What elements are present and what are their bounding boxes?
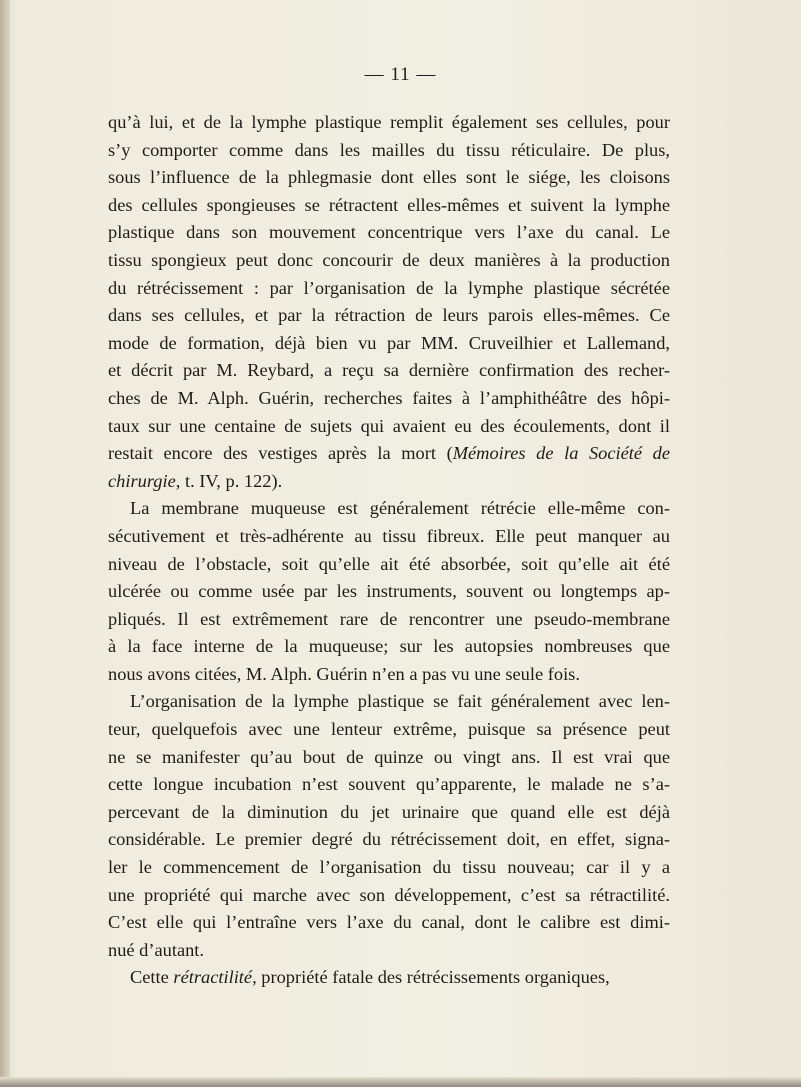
text-line xyxy=(108,302,670,330)
text-run: du rétrécissement : par l’organisation de la lymphe plastique sécrétée xyxy=(108,277,670,298)
text-run: considérable. Le premier degré du rétrécissement doit, en effet, signa- xyxy=(108,829,670,850)
text-line xyxy=(108,688,670,716)
text-run: cette longue incubation n’est souvent qu’apparente, le malade ne s’a- xyxy=(108,774,670,795)
italic-text: Mémoires de la Société de xyxy=(452,443,671,464)
page-number: — 11 — xyxy=(364,64,437,85)
text-run: sous l’influence de la phlegmasie dont elles sont le siége, les cloisons xyxy=(108,167,670,188)
text-run: plastique dans son mouvement concentrique vers l’axe du canal. Le xyxy=(108,222,670,243)
text-run: Cette xyxy=(130,967,174,988)
text-line xyxy=(108,551,670,579)
text-line xyxy=(108,137,670,165)
text-line xyxy=(108,799,670,827)
text-run: et décrit par M. Reybard, a reçu sa dernière confirmation des recher- xyxy=(108,360,670,381)
text-line xyxy=(108,192,670,220)
text-line xyxy=(108,275,670,303)
text-line xyxy=(108,578,670,606)
text-line xyxy=(108,330,670,358)
text-run: nous avons citées, M. Alph. Guérin n’en a pas vu une seule fois. xyxy=(108,663,580,684)
italic-text: chirurgie xyxy=(108,470,176,491)
text-run: ler le commencement de l’organisation du tissu nouveau; car il y a xyxy=(108,857,670,878)
paragraph xyxy=(108,495,670,688)
text-line xyxy=(108,854,670,882)
text-line xyxy=(108,744,670,772)
text-line xyxy=(108,385,670,413)
text-line xyxy=(108,771,670,799)
text-run: C’est elle qui l’entraîne vers l’axe du canal, dont le calibre est dimi- xyxy=(108,912,670,933)
text-line xyxy=(108,495,670,523)
text-run: s’y comporter comme dans les mailles du tissu réticulaire. De plus, xyxy=(108,139,670,160)
text-run: ne se manifester qu’au bout de quinze ou vingt ans. Il est vrai que xyxy=(108,746,670,767)
italic-text: rétractilité, xyxy=(173,967,257,988)
text-line xyxy=(108,523,670,551)
text-line xyxy=(108,826,670,854)
page-binding-edge xyxy=(0,0,10,1087)
text-line xyxy=(108,633,670,661)
text-run: nué d’autant. xyxy=(108,939,205,960)
text-run: teur, quelquefois avec une lenteur extrême, puisque sa présence peut xyxy=(108,719,670,740)
text-run: propriété fatale des rétrécissements organiques, xyxy=(256,967,610,988)
text-run: La membrane muqueuse est généralement rétrécie elle-même con- xyxy=(130,498,670,519)
text-run: taux sur une centaine de sujets qui avaient eu des écoulements, dont il xyxy=(108,415,670,436)
text-run: tissu spongieux peut donc concourir de deux manières à la production xyxy=(108,249,670,270)
text-run: mode de formation, déjà bien vu par MM. Cruveilhier et Lallemand, xyxy=(108,332,670,353)
text-run: dans ses cellules, et par la rétraction de leurs parois elles-mêmes. Ce xyxy=(108,305,670,326)
text-run: , t. IV, p. 122). xyxy=(175,470,283,491)
text-run: ulcérée ou comme usée par les instruments, souvent ou longtemps ap- xyxy=(108,581,670,602)
text-line xyxy=(108,247,670,275)
text-run: restait encore des vestiges après la mort ( xyxy=(108,443,453,464)
body-text xyxy=(108,109,670,992)
text-line xyxy=(108,219,670,247)
text-line xyxy=(108,164,670,192)
text-run: L’organisation de la lymphe plastique se fait généralement avec len- xyxy=(130,691,670,712)
text-run: niveau de l’obstacle, soit qu’elle ait été absorbée, soit qu’elle ait été xyxy=(108,553,670,574)
text-line xyxy=(108,109,670,137)
text-run: percevant de la diminution du jet urinaire que quand elle est déjà xyxy=(108,801,670,822)
text-line xyxy=(108,716,670,744)
text-line xyxy=(108,606,670,634)
text-run: ches de M. Alph. Guérin, recherches faites à l’amphithéâtre des hôpi- xyxy=(108,387,670,408)
text-line xyxy=(108,964,670,992)
text-run: qu’à lui, et de la lymphe plastique remplit également ses cellules, pour xyxy=(108,112,670,132)
text-line xyxy=(108,357,670,385)
text-line xyxy=(108,882,670,910)
text-run: des cellules spongieuses se rétractent elles-mêmes et suivent la lymphe xyxy=(108,194,670,215)
paragraph xyxy=(108,964,670,992)
paragraph xyxy=(108,688,670,964)
paragraph xyxy=(108,109,670,495)
text-line xyxy=(108,937,670,965)
text-run: sécutivement et très-adhérente au tissu fibreux. Elle peut manquer au xyxy=(108,525,670,546)
page-bottom-edge xyxy=(0,1077,801,1087)
text-run: pliqués. Il est extrêmement rare de rencontrer une pseudo-membrane xyxy=(108,608,670,629)
text-run: à la face interne de la muqueuse; sur les autopsies nombreuses que xyxy=(108,636,670,657)
text-run: une propriété qui marche avec son développement, c’est sa rétractilité. xyxy=(108,884,670,905)
text-line xyxy=(108,413,670,441)
text-line xyxy=(108,661,670,689)
text-line xyxy=(108,909,670,937)
text-line xyxy=(108,440,670,468)
text-line xyxy=(108,468,670,496)
